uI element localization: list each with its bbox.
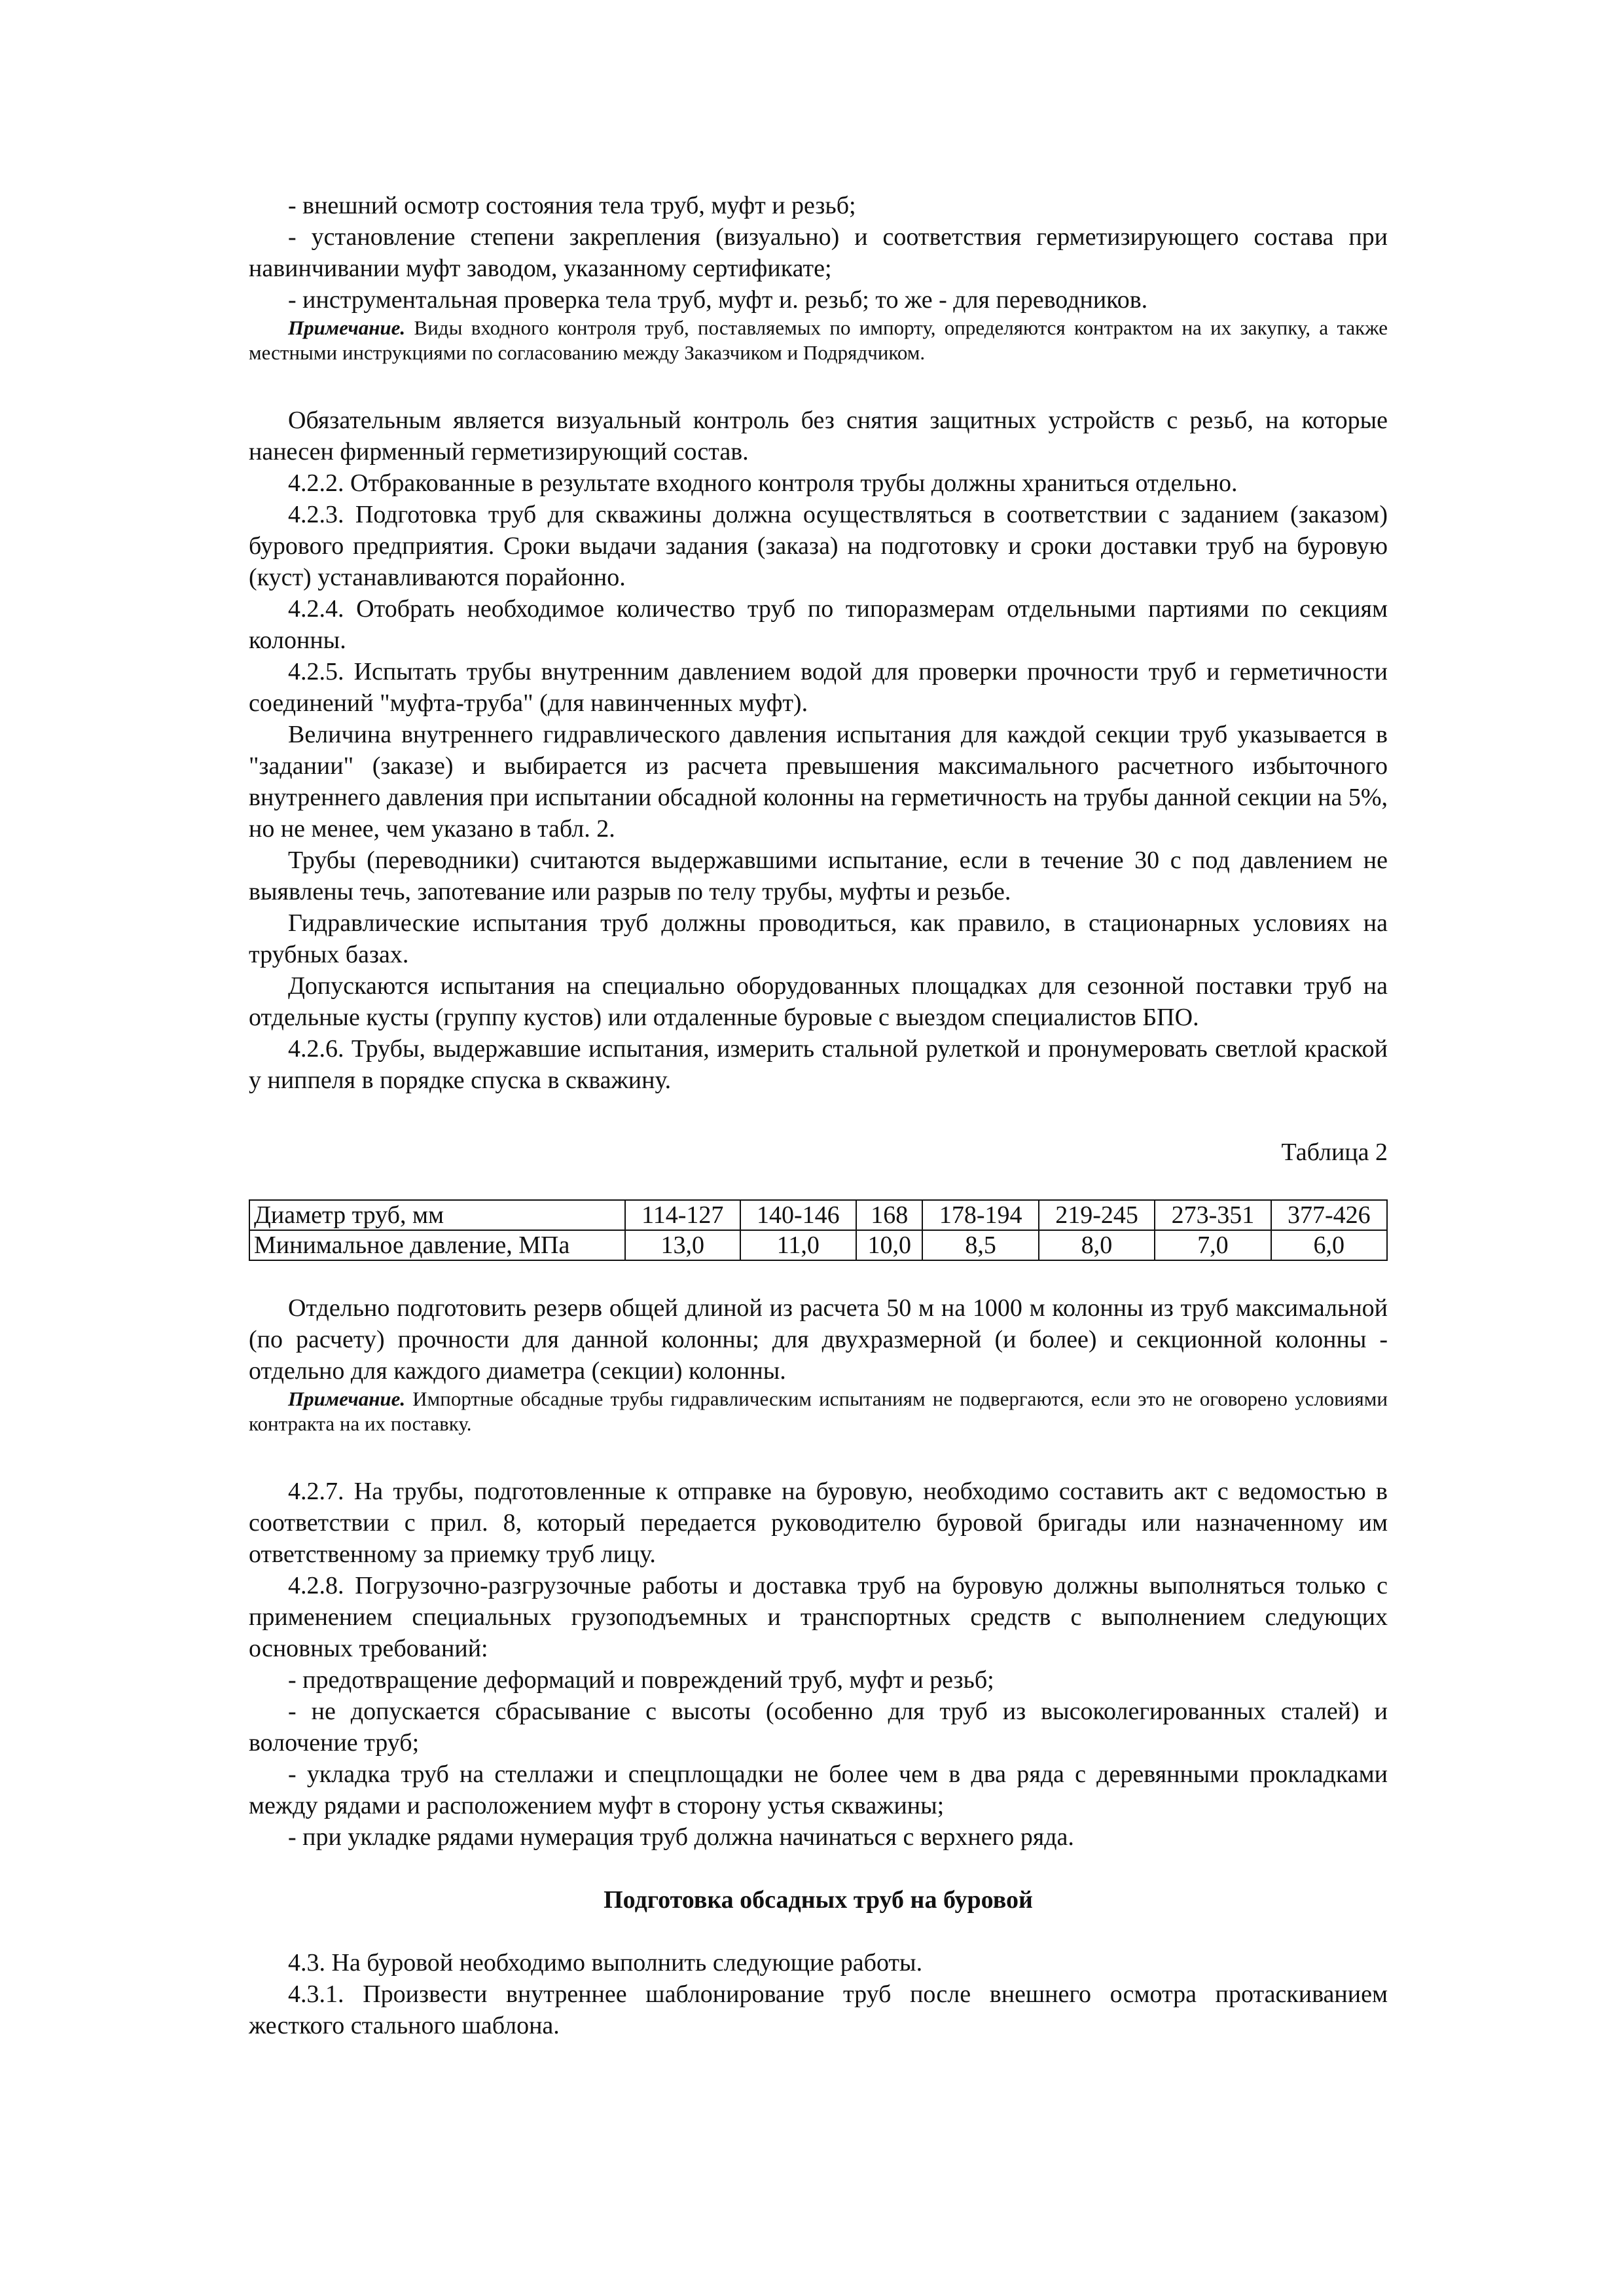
paragraph: 4.2.6. Трубы, выдержавшие испытания, измерить стальной рулеткой и пронумеровать светлой краской у ниппеля в порядке спуска в скважину.: [249, 1035, 1388, 1094]
note-label: Примечание.: [288, 1387, 406, 1410]
table-cell: 273-351: [1155, 1200, 1271, 1230]
table-row-label: Минимальное давление, МПа: [249, 1230, 625, 1260]
paragraph: 4.2.7. На трубы, подготовленные к отправке на буровую, необходимо составить акт с ведомостью в соответствии с прил. 8, который передается руководителю буровой бригады или назначенному им ответственному за приемку труб лицу.: [249, 1478, 1388, 1568]
note-label: Примечание.: [288, 316, 406, 339]
list-item: - установление степени закрепления (визуально) и соответствия герметизирующего состава при навинчивании муфт заводом, указанному сертификате;: [249, 223, 1388, 282]
paragraph: Допускаются испытания на специально оборудованных площадках для сезонной поставки труб на отдельные кусты (группу кустов) или отдаленные буровые с выездом специалистов БПО.: [249, 972, 1388, 1031]
list-item: - внешний осмотр состояния тела труб, муфт и резьб;: [288, 192, 856, 219]
table-cell: 6,0: [1271, 1230, 1387, 1260]
note-1: [249, 316, 1388, 365]
spacer: [249, 1436, 1388, 1476]
note-text: Виды входного контроля труб, поставляемых по импорту, определяются контрактом на их закупку, а также местными инструкциями по согласованию между Заказчиком и Подрядчиком.: [249, 316, 1388, 364]
section-heading: Подготовка обсадных труб на буровой: [604, 1886, 1033, 1914]
document-page: [249, 190, 1388, 2041]
table-cell: 178-194: [922, 1200, 1038, 1230]
paragraph: Гидравлические испытания труб должны проводиться, как правило, в стационарных условиях на трубных базах.: [249, 909, 1388, 968]
paragraph: Обязательным является визуальный контроль без снятия защитных устройств с резьб, на которые нанесен фирменный герметизирующий состав.: [249, 407, 1388, 465]
spacer: [249, 1261, 1388, 1292]
paragraph: Величина внутреннего гидравлического давления испытания для каждой секции труб указывается в "задании" (заказе) и выбирается из расчета превышения максимального расчетного избыточного внутреннего давления при испытании обсадной колонны на герметичность на трубы данной секции на 5%, но не менее, чем указано в табл. 2.: [249, 721, 1388, 843]
paragraph: Трубы (переводники) считаются выдержавшими испытание, если в течение 30 с под давлением не выявлены течь, запотевание или разрыв по телу трубы, муфты и резьбе.: [249, 847, 1388, 905]
list-item: - предотвращение деформаций и повреждений труб, муфт и резьб;: [288, 1666, 994, 1694]
list-item: - при укладке рядами нумерация труб должна начинаться с верхнего ряда.: [288, 1823, 1074, 1851]
paragraph: 4.2.2. Отбракованные в результате входного контроля трубы должны храниться отдельно.: [288, 469, 1238, 497]
table-cell: 219-245: [1039, 1200, 1155, 1230]
table-cell: 10,0: [856, 1230, 923, 1260]
table-cell: 8,5: [922, 1230, 1038, 1260]
spacer: [249, 1916, 1388, 1947]
paragraph: 4.2.3. Подготовка труб для скважины должна осуществляться в соответствии с заданием (заказом) бурового предприятия. Сроки выдачи задания (заказа) на подготовку и сроки доставки труб на буровую (куст) устанавливаются порайонно.: [249, 501, 1388, 591]
table-cell: 140-146: [740, 1200, 856, 1230]
table-row: [249, 1200, 1387, 1230]
pressure-table: [249, 1199, 1388, 1261]
table-row-label: Диаметр труб, мм: [249, 1200, 625, 1230]
paragraph: 4.2.8. Погрузочно-разгрузочные работы и доставка труб на буровую должны выполняться только с применением специальных грузоподъемных и транспортных средств с выполнением следующих основных требований:: [249, 1572, 1388, 1662]
table-cell: 7,0: [1155, 1230, 1271, 1260]
paragraph: 4.2.4. Отобрать необходимое количество труб по типоразмерам отдельными партиями по секциям колонны.: [249, 595, 1388, 654]
table-cell: 8,0: [1039, 1230, 1155, 1260]
note-2: [249, 1387, 1388, 1436]
table-cell: 377-426: [1271, 1200, 1387, 1230]
table-row: [249, 1230, 1387, 1260]
paragraph: 4.3. На буровой необходимо выполнить следующие работы.: [288, 1949, 923, 1977]
note-text: Импортные обсадные трубы гидравлическим испытаниям не подвергаются, если это не оговорено условиями контракта на их поставку.: [249, 1387, 1388, 1435]
spacer: [249, 365, 1388, 405]
list-item: - инструментальная проверка тела труб, муфт и. резьб; то же - для переводников.: [288, 286, 1148, 314]
paragraph: Отдельно подготовить резерв общей длиной из расчета 50 м на 1000 м колонны из труб максимальной (по расчету) прочности для данной колонны; для двухразмерной (и более) и секционной колонны - отдельно для каждого диаметра (секции) колонны.: [249, 1294, 1388, 1385]
table-caption: Таблица 2: [1281, 1139, 1388, 1166]
list-item: - не допускается сбрасывание с высоты (особенно для труб из высоколегированных сталей) и волочение труб;: [249, 1698, 1388, 1757]
list-item: - укладка труб на стеллажи и спецплощадки не более чем в два ряда с деревянными прокладками между рядами и расположением муфт в сторону устья скважины;: [249, 1760, 1388, 1819]
table-cell: 13,0: [625, 1230, 740, 1260]
table-cell: 114-127: [625, 1200, 740, 1230]
paragraph: 4.2.5. Испытать трубы внутренним давлением водой для проверки прочности труб и герметичности соединений "муфта-труба" (для навинченных муфт).: [249, 658, 1388, 717]
spacer: [249, 1853, 1388, 1884]
table-cell: 168: [856, 1200, 923, 1230]
paragraph: 4.3.1. Произвести внутреннее шаблонирование труб после внешнего осмотра протаскиванием жесткого стального шаблона.: [249, 1980, 1388, 2039]
table-cell: 11,0: [740, 1230, 856, 1260]
